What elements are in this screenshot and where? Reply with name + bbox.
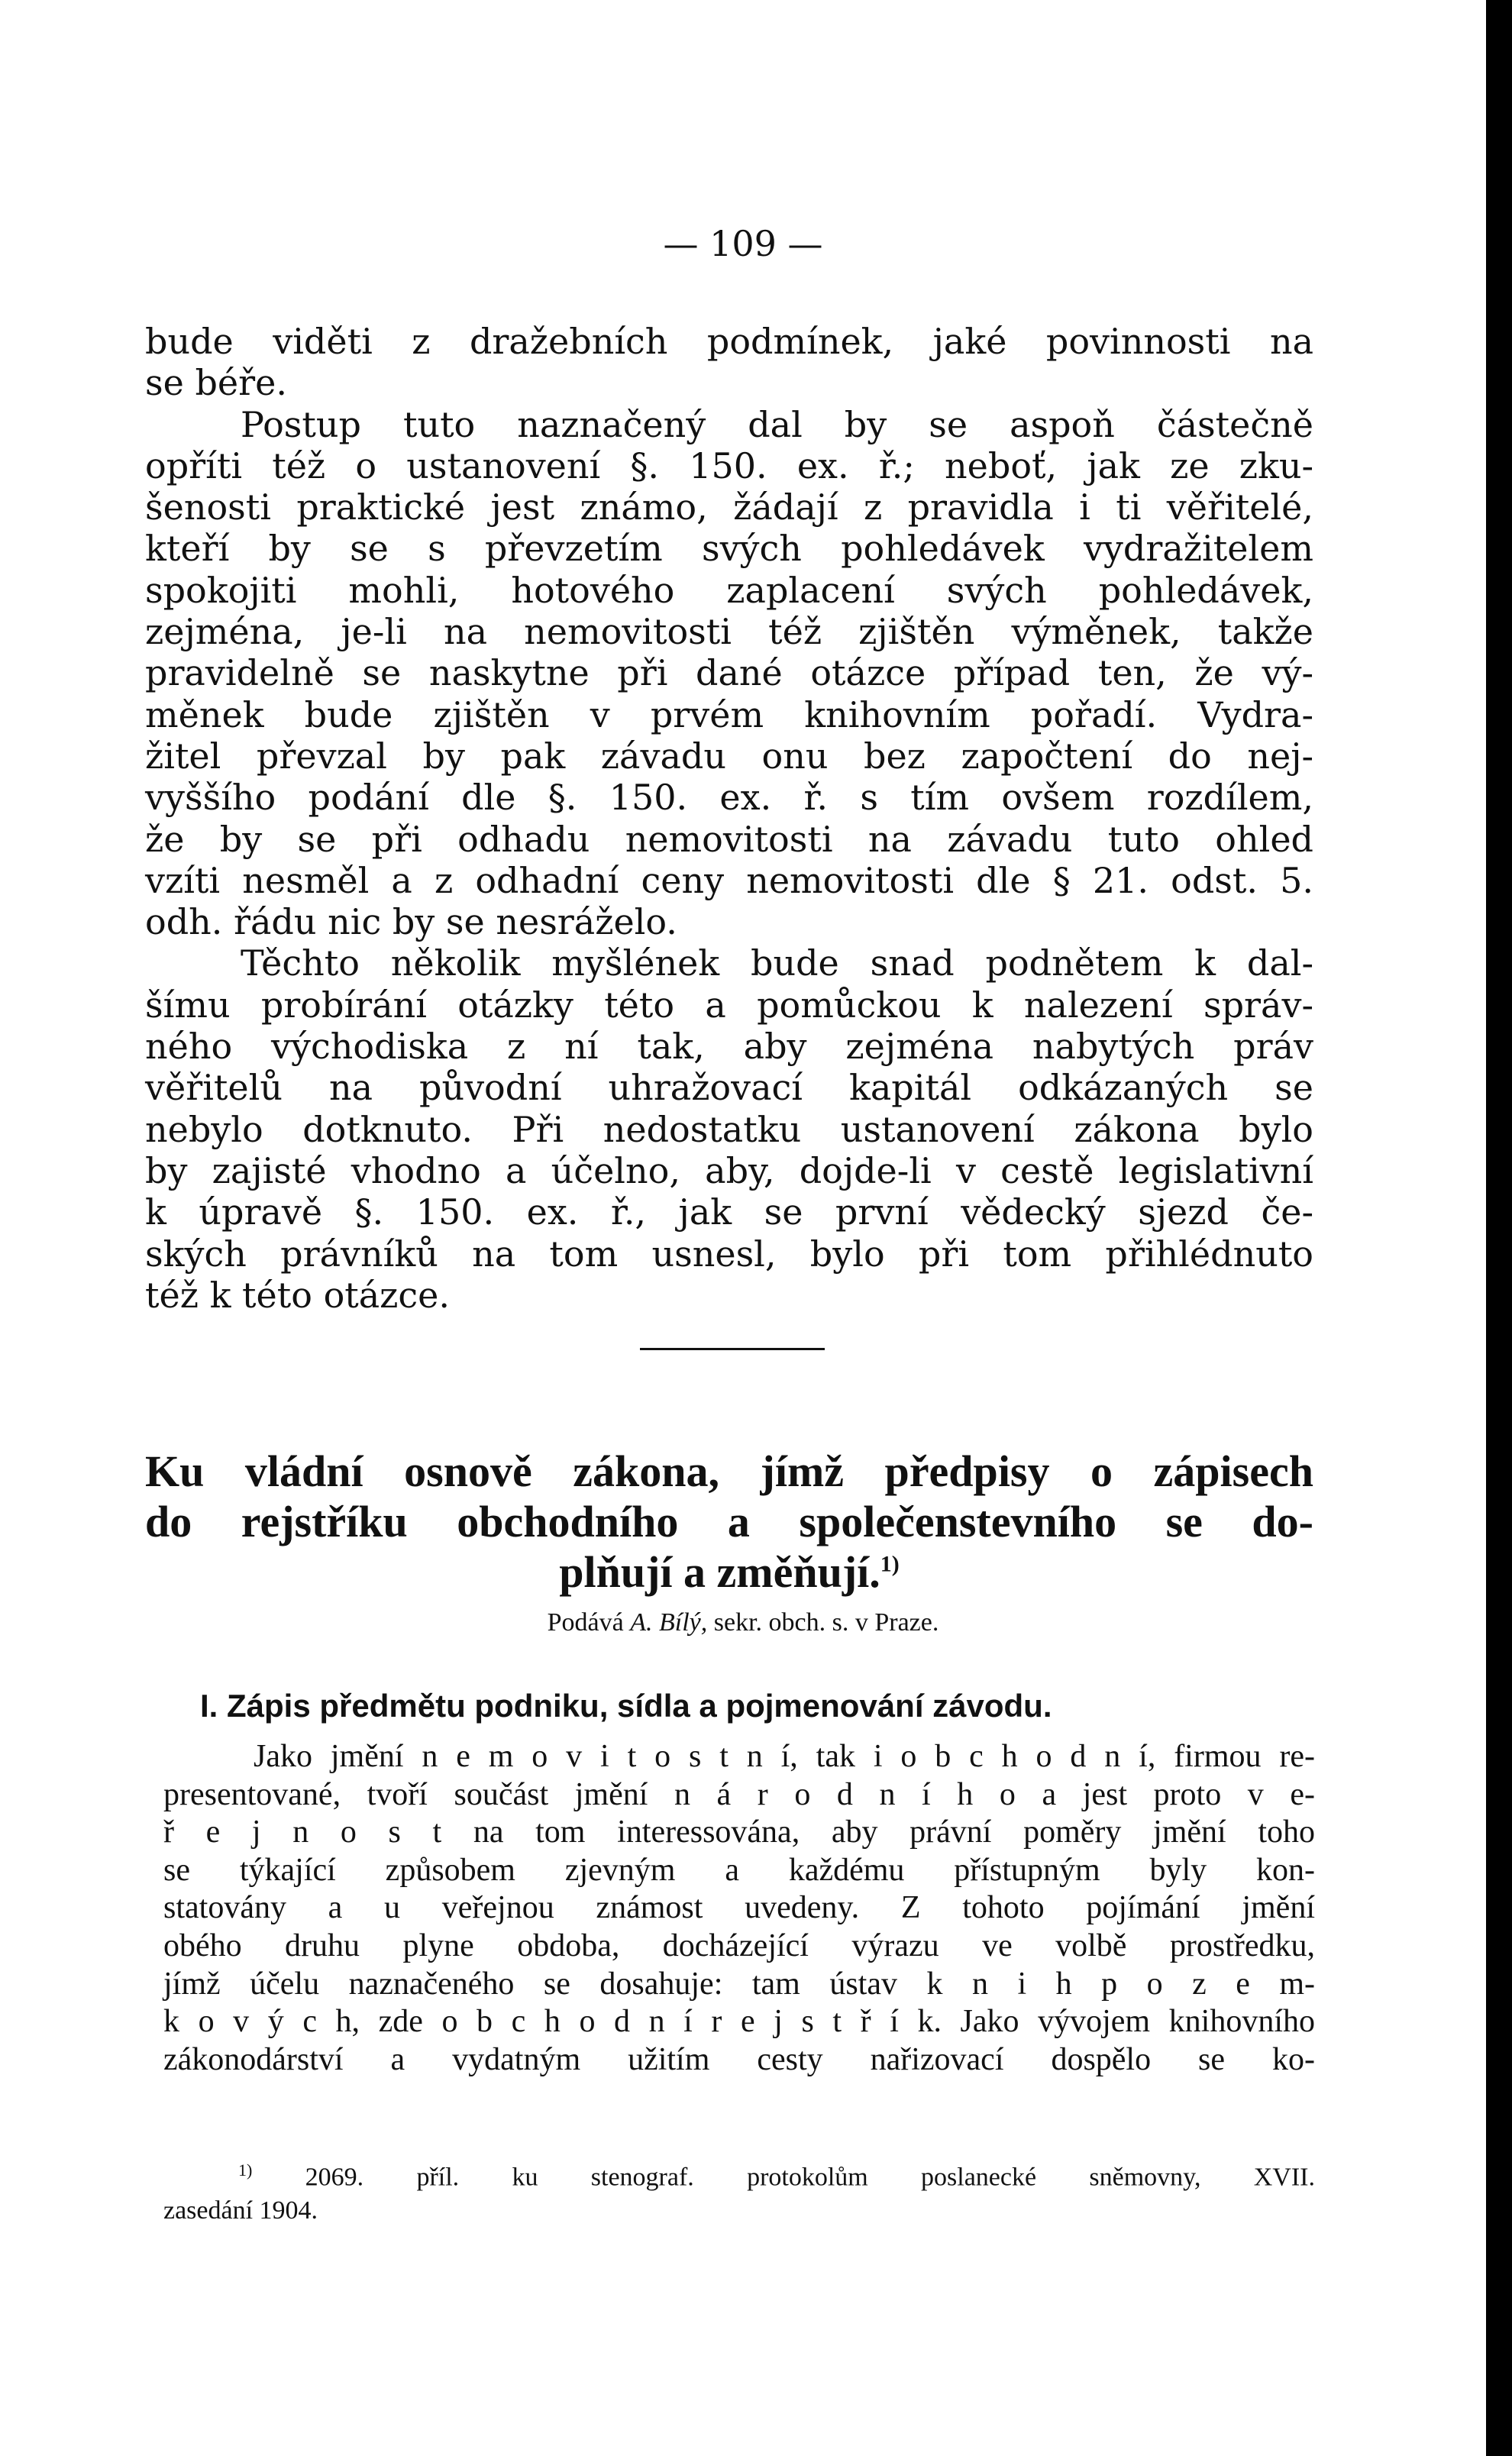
text-line: vyššího podání dle §. 150. ex. ř. s tím ovšem rozdílem, — [145, 777, 1313, 819]
title-footnote-mark: 1) — [880, 1551, 900, 1577]
page-number: — 109 — — [663, 223, 823, 264]
text-line: k o v ý c h, zde o b c h o d n í r e j s t ř í k. Jako vývojem knihovního — [163, 2004, 1315, 2040]
byline-prefix: Podává — [547, 1608, 631, 1637]
text-line: Jako jmění n e m o v i t o s t n í, tak i o b c h o d n í, firmou re- — [254, 1739, 1315, 1774]
scan-edge — [1488, 0, 1491, 2456]
text-line: zejména, je-li na nemovitosti též zjištěn výměnek, takže — [145, 611, 1313, 653]
footnote-text: 2069. příl. ku stenograf. protokolům poslanecké sněmovny, XVII. — [252, 2163, 1315, 2192]
text-line: věřitelů na původní uhražovací kapitál odkázaných se — [145, 1067, 1313, 1109]
footnote — [163, 2154, 1315, 2228]
footnote-mark: 1) — [238, 2160, 253, 2180]
footnote-line — [163, 2154, 1315, 2194]
byline-suffix: sekr. obch. s. v Praze. — [707, 1608, 939, 1637]
section-heading: I. Zápis předmětu podniku, sídla a pojmenování závodu. — [200, 1688, 1052, 1724]
text-line: ného východiska z ní tak, aby zejména nabytých práv — [145, 1026, 1313, 1068]
title-line-text: plňují a změňují. — [559, 1547, 880, 1597]
text-line: statovány a u veřejnou známost uvedeny. Z tohoto pojímání jmění — [163, 1890, 1315, 1926]
text-line: kteří by se s převzetím svých pohledávek vydražitelem — [145, 528, 1313, 570]
text-line: zákonodárství a vydatným užitím cesty nařizovací dospělo se ko- — [163, 2041, 1315, 2077]
text-line: opříti též o ustanovení §. 150. ex. ř.; neboť, jak ze zku- — [145, 444, 1313, 486]
text-line: bude viděti z dražebních podmínek, jaké povinnosti na — [145, 321, 1313, 362]
paragraph-2 — [145, 404, 1313, 943]
text-line: se béře. — [145, 362, 287, 404]
title-line: Ku vládní osnově zákona, jímž předpisy o zápisech — [145, 1446, 1313, 1496]
text-line: ských právníků na tom usnesl, bylo při tom přihlédnuto — [145, 1233, 1313, 1275]
text-line: že by se při odhadu nemovitosti na závadu tuto ohled — [145, 818, 1313, 860]
text-line: presentované, tvoří součást jmění n á r o d n í h o a jest proto v e- — [163, 1776, 1315, 1812]
title-line-last — [145, 1547, 1313, 1598]
byline — [0, 1608, 1486, 1637]
text-line: pravidelně se naskytne při dané otázce případ ten, že vý- — [145, 652, 1313, 694]
text-line: obého druhu plyne obdoba, docházející výrazu ve volbě prostředku, — [163, 1928, 1315, 1963]
text-line: jímž účelu naznačeného se dosahuje: tam ústav k n i h p o z e m- — [163, 1966, 1315, 2002]
byline-author: A. Bílý, — [630, 1608, 708, 1637]
text-line: šenosti praktické jest známo, žádají z pravidla i ti věřitelé, — [145, 486, 1313, 528]
text-line: žitel převzal by pak závadu onu bez započtení do nej- — [145, 735, 1313, 777]
text-line: ř e j n o s t na tom interessována, aby právní poměry jmění toho — [163, 1815, 1315, 1850]
text-line: odh. řádu nic by se nesráželo. — [145, 901, 677, 943]
section-divider — [640, 1348, 825, 1350]
paragraph-3 — [145, 942, 1313, 1316]
title-line: do rejstříku obchodního a společenstevního se do- — [145, 1497, 1313, 1546]
text-line: vzíti nesměl a z odhadní ceny nemovitosti dle § 21. odst. 5. — [145, 859, 1313, 901]
text-line: spokojiti mohli, hotového zaplacení svých pohledávek, — [145, 569, 1313, 611]
text-line: k úpravě §. 150. ex. ř., jak se první vědecký sjezd če- — [145, 1191, 1313, 1233]
paragraph-1 — [145, 321, 1313, 404]
footnote-line: zasedání 1904. — [163, 2196, 318, 2225]
continuation-text — [145, 321, 1313, 1316]
text-line: by zajisté vhodno a účelno, aby, dojde-li v cestě legislativní — [145, 1149, 1313, 1191]
article-title — [145, 1446, 1313, 1598]
text-line: se týkající způsobem zjevným a každému přístupným byly kon- — [163, 1852, 1315, 1888]
text-line: nebylo dotknuto. Při nedostatku ustanovení zákona bylo — [145, 1108, 1313, 1150]
text-line: šímu probírání otázky této a pomůckou k nalezení správ- — [145, 984, 1313, 1026]
text-line: Postup tuto naznačený dal by se aspoň částečně — [241, 403, 1313, 445]
article-body — [163, 1738, 1315, 2079]
text-line: měnek bude zjištěn v prvém knihovním pořadí. Vydra- — [145, 693, 1313, 735]
text-line: též k této otázce. — [145, 1274, 451, 1316]
text-line: Těchto několik myšlének bude snad podnětem k dal- — [241, 942, 1313, 984]
